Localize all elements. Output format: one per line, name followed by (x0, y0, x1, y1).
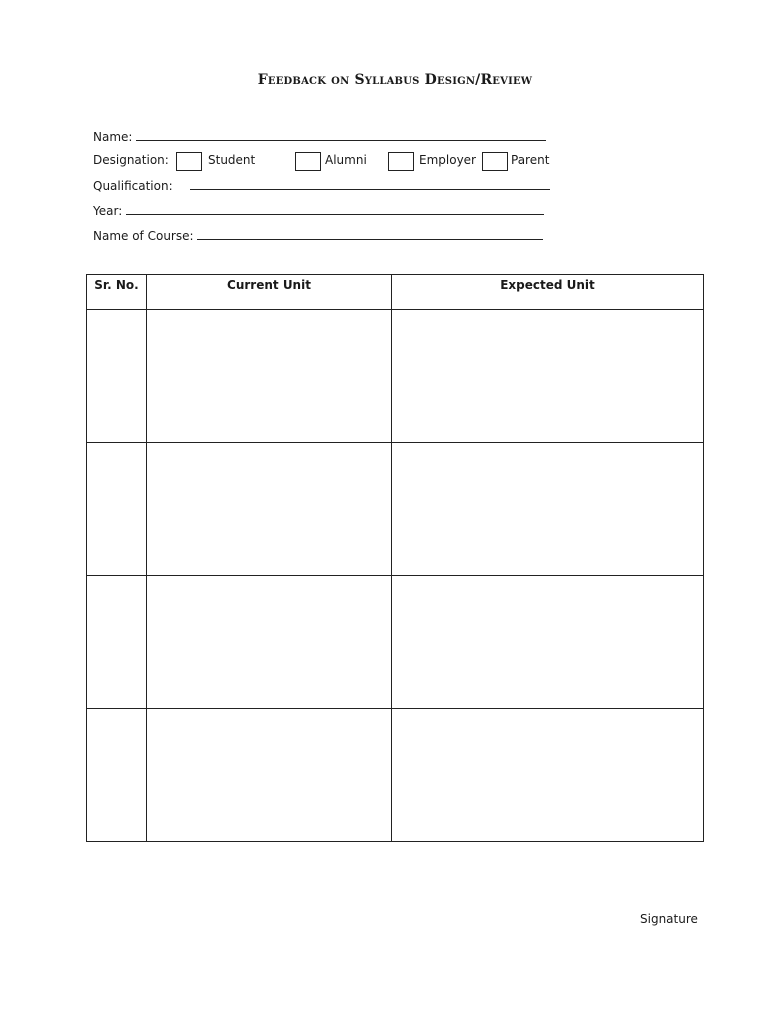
expected-unit-cell[interactable] (392, 443, 704, 576)
name-field[interactable] (136, 129, 546, 141)
name-label: Name: (93, 130, 133, 144)
current-unit-cell[interactable] (147, 443, 392, 576)
student-checkbox[interactable] (176, 152, 202, 171)
table-header-row (87, 275, 704, 310)
current-unit-cell[interactable] (147, 310, 392, 443)
expected-unit-cell[interactable] (392, 709, 704, 842)
parent-label: Parent (511, 153, 550, 167)
current-unit-cell[interactable] (147, 576, 392, 709)
expected-unit-cell[interactable] (392, 576, 704, 709)
feedback-table (86, 274, 704, 842)
year-line (93, 203, 544, 218)
current-unit-header: Current Unit (147, 275, 392, 310)
employer-checkbox[interactable] (388, 152, 414, 171)
parent-checkbox[interactable] (482, 152, 508, 171)
table-row (87, 310, 704, 443)
course-line (93, 228, 543, 243)
expected-unit-cell[interactable] (392, 310, 704, 443)
sr-no-cell[interactable] (87, 310, 147, 443)
employer-label: Employer (419, 153, 476, 167)
year-field[interactable] (126, 203, 544, 215)
sr-no-cell[interactable] (87, 709, 147, 842)
name-line (93, 129, 546, 144)
course-label: Name of Course: (93, 229, 194, 243)
expected-unit-header: Expected Unit (392, 275, 704, 310)
sr-no-cell[interactable] (87, 443, 147, 576)
qualification-label: Qualification: (93, 179, 173, 193)
year-label: Year: (93, 204, 123, 218)
table-row (87, 576, 704, 709)
designation-label: Designation: (93, 153, 169, 167)
sr-no-header: Sr. No. (87, 275, 147, 310)
alumni-label: Alumni (325, 153, 367, 167)
signature-label: Signature (640, 912, 698, 926)
table-row (87, 709, 704, 842)
qualification-field[interactable] (190, 178, 550, 190)
student-label: Student (208, 153, 256, 167)
alumni-checkbox[interactable] (295, 152, 321, 171)
form-title: Feedback on Syllabus Design/Review (257, 72, 533, 88)
course-field[interactable] (197, 228, 543, 240)
sr-no-cell[interactable] (87, 576, 147, 709)
current-unit-cell[interactable] (147, 709, 392, 842)
table-row (87, 443, 704, 576)
qualification-line (93, 178, 550, 193)
